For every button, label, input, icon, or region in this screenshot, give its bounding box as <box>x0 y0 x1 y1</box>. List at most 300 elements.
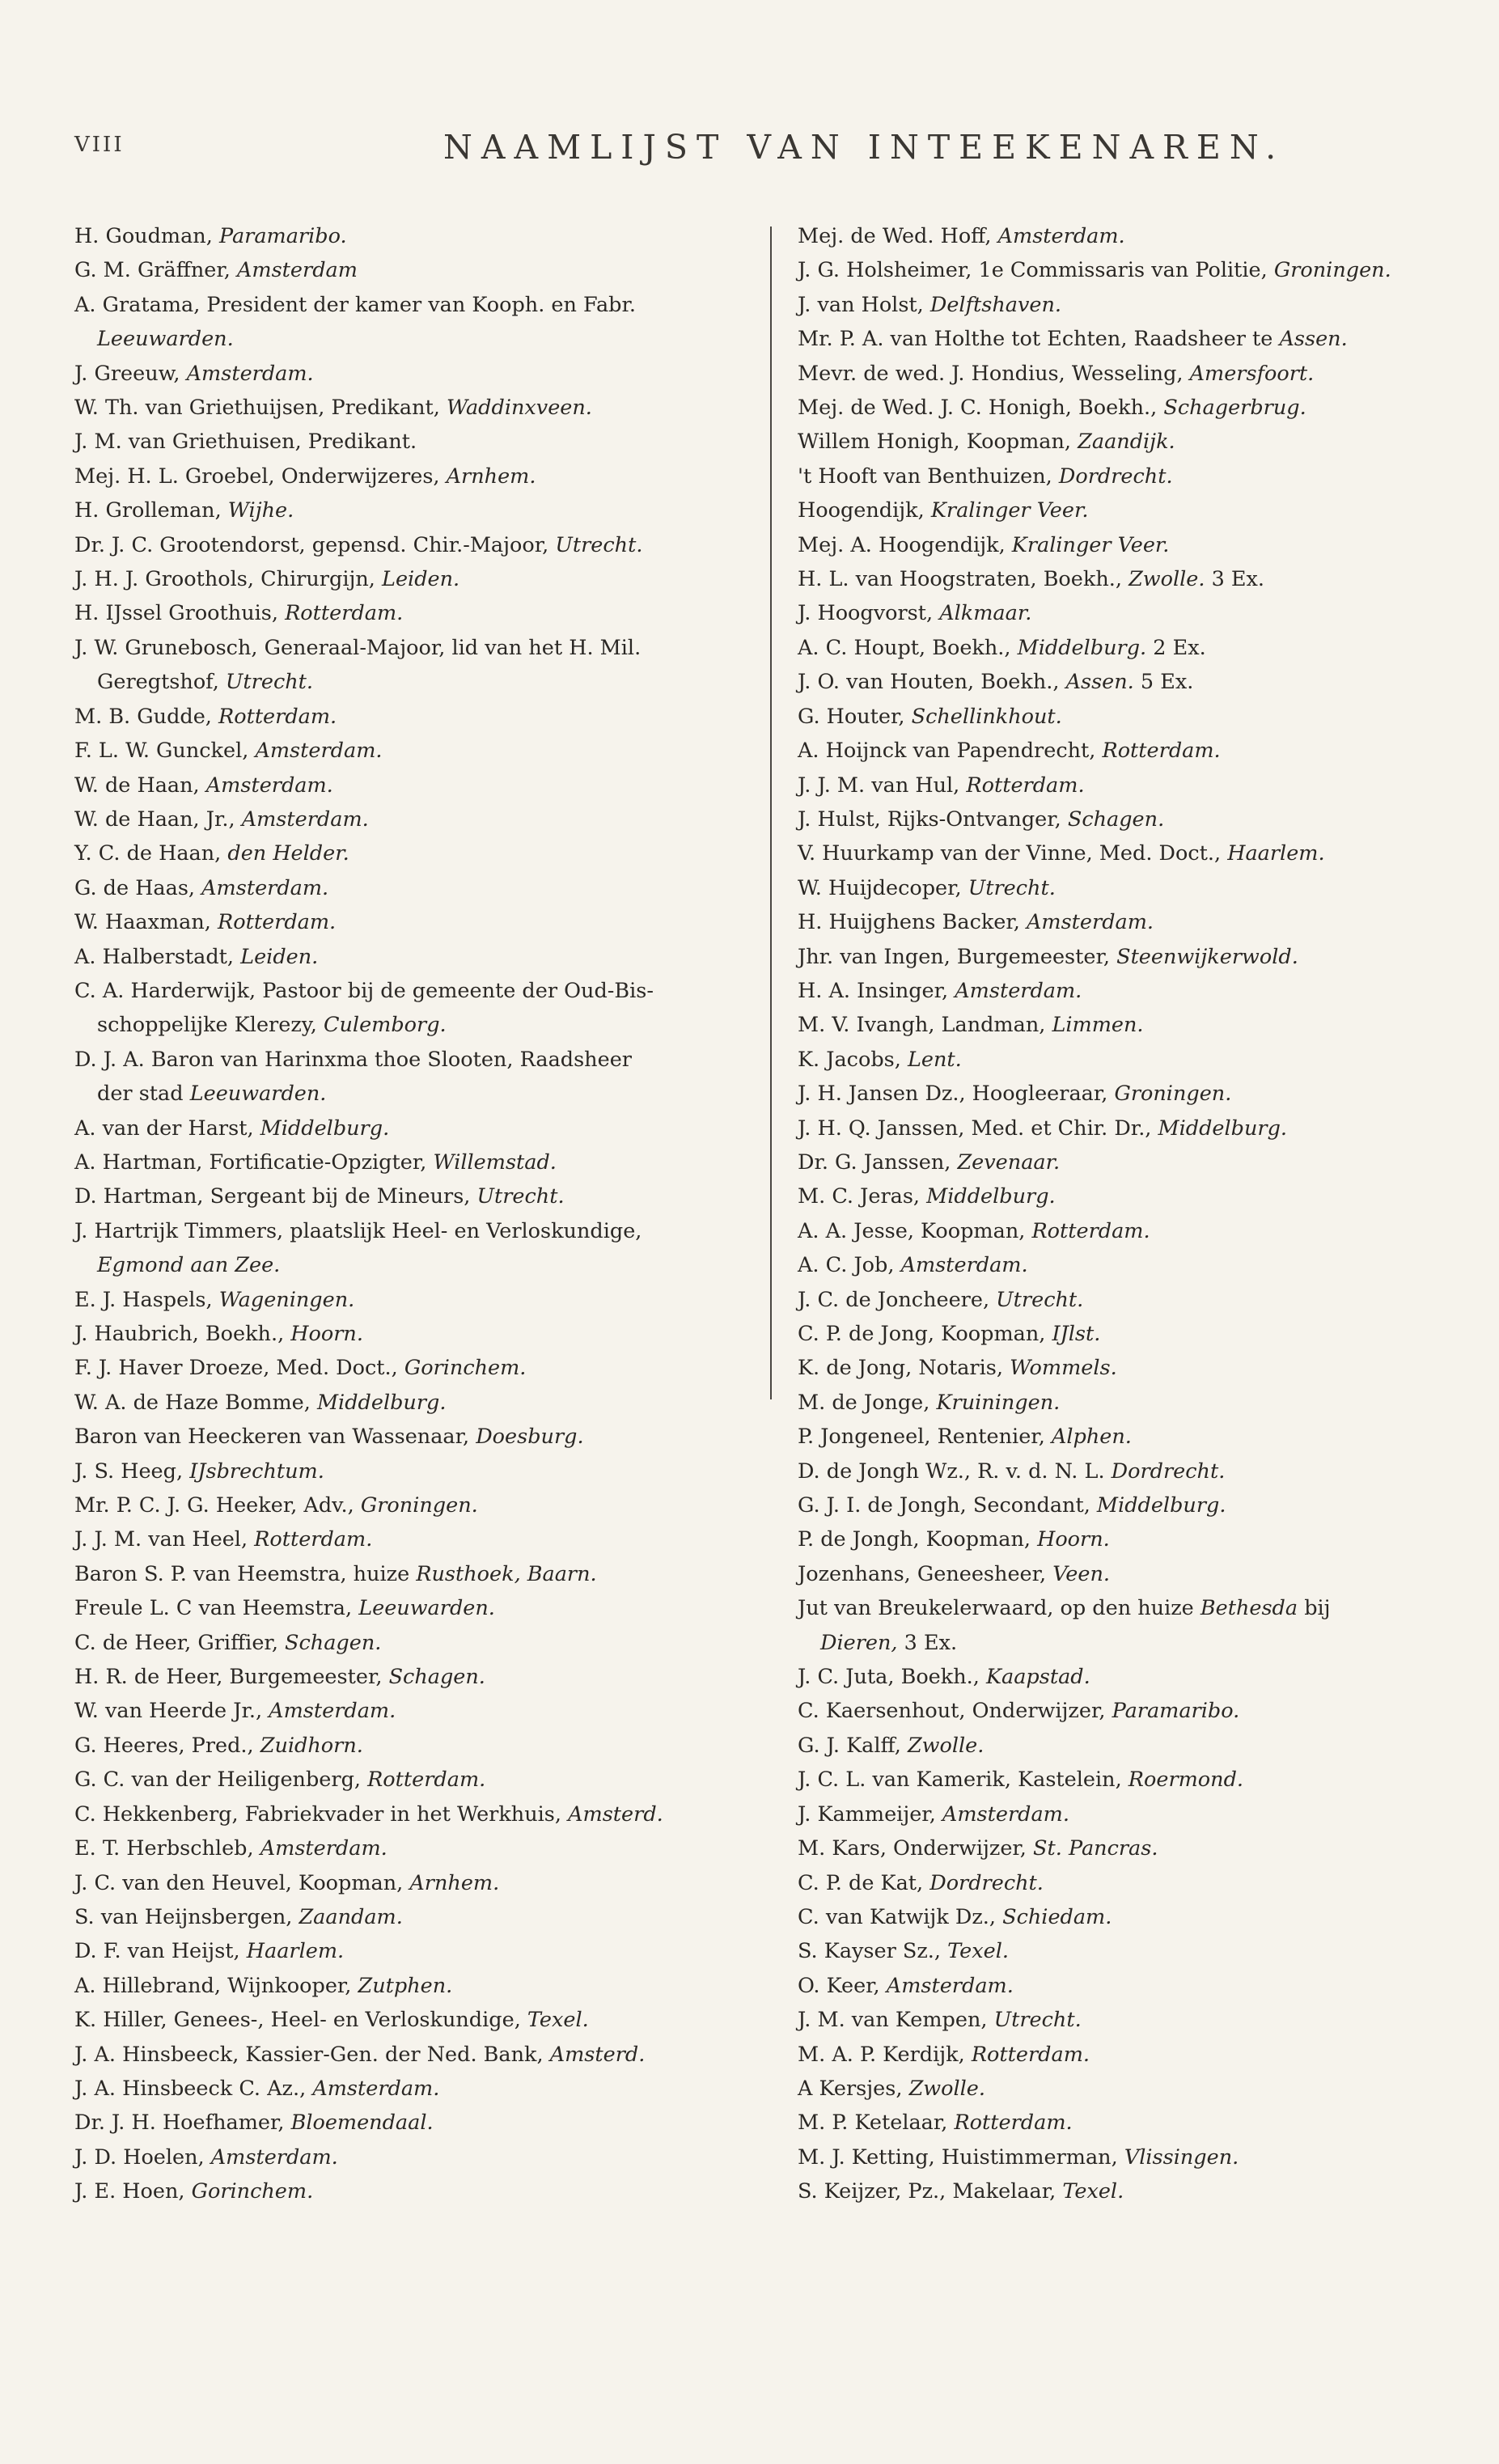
entry-text: Mevr. de wed. J. Hondius, Wesseling, <box>798 361 1190 386</box>
entry-place: Zevenaar. <box>957 1149 1061 1175</box>
subscriber-entry <box>798 871 1477 905</box>
subscriber-entry <box>798 562 1477 596</box>
entry-copies: 3 Ex. <box>897 1630 958 1655</box>
entry-place: Wijhe. <box>227 498 294 523</box>
subscriber-entry <box>798 1866 1477 1900</box>
subscriber-entry <box>798 1694 1477 1728</box>
entry-text: Dr. J. C. Grootendorst, gepensd. Chir.-Majoor, <box>74 532 556 557</box>
subscriber-entry <box>798 1797 1477 1831</box>
entry-text: H. IJssel Groothuis, <box>74 601 286 626</box>
entry-text: M. A. P. Kerdijk, <box>798 2042 972 2067</box>
entry-text: W. de Haan, Jr., <box>74 807 242 832</box>
subscriber-entry <box>74 1214 754 1248</box>
entry-text: W. A. de Haze Bomme, <box>74 1390 317 1415</box>
entry-text: W. Huijdecoper, <box>798 875 968 900</box>
entry-place: Zwolle. <box>907 1733 985 1758</box>
subscriber-entry <box>798 2140 1477 2174</box>
subscriber-entry <box>74 802 754 836</box>
entry-place: Amsterdam. <box>241 807 369 832</box>
entry-text: Jut van Breukelerwaard, op den huize <box>798 1596 1200 1621</box>
entry-place: IJlst. <box>1052 1322 1101 1346</box>
subscriber-entry-continuation <box>74 665 754 699</box>
entry-text: S. Kayser Sz., <box>798 1939 948 1964</box>
subscriber-entry <box>74 768 754 802</box>
entry-place: Wageningen. <box>218 1287 355 1312</box>
entry-place: Utrecht. <box>996 1287 1084 1312</box>
entry-text: A Kersjes, <box>798 2076 909 2101</box>
entry-place: Rotterdam. <box>954 2110 1073 2136</box>
entry-text: J. Hartrijk Timmers, plaatslijk Heel- en Verloskundige, <box>74 1218 642 1243</box>
subscriber-entry-continuation <box>798 1626 1477 1660</box>
subscriber-entry <box>798 1283 1477 1317</box>
subscriber-entry <box>798 1557 1477 1591</box>
subscriber-entry <box>74 391 754 425</box>
subscriber-entry <box>798 631 1477 665</box>
subscriber-entry <box>74 1660 754 1694</box>
subscriber-entry <box>74 1179 754 1213</box>
subscriber-entry-continuation <box>74 1008 754 1042</box>
entry-text: C. de Heer, Griffier, <box>74 1630 286 1655</box>
entry-place: Amsterdam. <box>900 1253 1028 1278</box>
entry-place: Paramaribo. <box>218 224 347 248</box>
entry-place: Alkmaar. <box>939 601 1032 626</box>
subscriber-entry <box>74 562 754 596</box>
entry-copies: 5 Ex. <box>1133 670 1194 695</box>
subscriber-entry <box>798 1763 1477 1797</box>
entry-place: Egmond aan Zee. <box>97 1253 281 1278</box>
entry-place: Zwolle. <box>908 2076 985 2101</box>
entry-text: G. de Haas, <box>74 875 202 900</box>
entry-place: Lent. <box>907 1047 962 1072</box>
entry-text: M. P. Ketelaar, <box>798 2110 955 2136</box>
entry-place: Veen. <box>1052 1561 1111 1586</box>
subscriber-entry <box>74 700 754 734</box>
subscriber-entry <box>798 1043 1477 1077</box>
entry-place: Rotterdam. <box>285 601 404 626</box>
entry-place: Roermond. <box>1128 1768 1244 1793</box>
entry-text: Mej. A. Hoogendijk, <box>798 532 1012 557</box>
entry-place: Kaapstad. <box>985 1665 1090 1690</box>
entry-text: M. C. Jeras, <box>798 1184 927 1209</box>
entry-text: Dr. G. Janssen, <box>798 1149 958 1175</box>
column-divider <box>770 227 772 1399</box>
entry-place: Amsterdam. <box>186 361 314 386</box>
entry-place: Zuidhorn. <box>260 1733 363 1758</box>
subscriber-entry <box>798 219 1477 253</box>
entry-place: Middelburg. <box>316 1390 447 1415</box>
entry-text: J. C. L. van Kamerik, Kastelein, <box>798 1768 1128 1793</box>
entry-text: Mej. H. L. Groebel, Onderwijzeres, <box>74 464 447 489</box>
entry-text: G. Houter, <box>798 704 912 729</box>
entry-place: Utrecht. <box>225 670 313 695</box>
subscriber-entry <box>798 940 1477 974</box>
subscriber-entry <box>798 700 1477 734</box>
entry-text: C. P. de Kat, <box>798 1870 930 1895</box>
entry-place: Dordrecht. <box>929 1870 1044 1895</box>
entry-text: W. de Haan, <box>74 773 206 798</box>
entry-place: Schellinkhout. <box>911 704 1062 729</box>
entry-place: Middelburg. <box>260 1116 390 1141</box>
subscriber-entry <box>798 1386 1477 1420</box>
entry-text: J. W. Grunebosch, Generaal-Majoor, lid van het H. Mil. <box>74 635 642 660</box>
entry-text: O. Keer, <box>798 1973 887 1998</box>
subscriber-entry <box>74 1969 754 2003</box>
entry-place: Amsterdam <box>237 258 358 283</box>
entry-text: K. Hiller, Genees-, Heel- en Verloskundige, <box>74 2008 527 2033</box>
entry-text: A. Hartman, Fortificatie-Opzigter, <box>74 1149 434 1175</box>
entry-place: Gorinchem. <box>404 1356 527 1381</box>
page-header <box>0 128 1499 176</box>
entry-place: Amsterdam. <box>255 739 383 764</box>
subscriber-entry <box>798 836 1477 870</box>
entry-place: Rotterdam. <box>1031 1218 1150 1243</box>
entry-place: Utrecht. <box>968 875 1056 900</box>
entry-text: A. C. Job, <box>798 1253 901 1278</box>
entry-place: Rotterdam. <box>218 910 337 935</box>
entry-text: C. Kaersenhout, Onderwijzer, <box>798 1699 1112 1724</box>
entry-place: Hoorn. <box>290 1322 363 1346</box>
subscriber-entry <box>74 528 754 562</box>
entry-text: J. J. M. van Heel, <box>74 1527 255 1552</box>
entry-text: C. P. de Jong, Koopman, <box>798 1322 1052 1346</box>
entry-text: E. J. Haspels, <box>74 1287 219 1312</box>
entry-place: Groningen. <box>1114 1082 1232 1107</box>
entry-text: W. van Heerde Jr., <box>74 1699 269 1724</box>
entry-place: Haarlem. <box>1227 841 1325 866</box>
entry-text: Hoogendijk, <box>798 498 931 523</box>
entry-place: Rusthoek, Baarn. <box>416 1561 597 1586</box>
subscriber-entry <box>798 1522 1477 1556</box>
entry-text: W. Th. van Griethuijsen, Predikant, <box>74 396 447 421</box>
subscriber-entry <box>74 974 754 1008</box>
entry-place: Zaandijk. <box>1078 430 1175 455</box>
entry-text: Jhr. van Ingen, Burgemeester, <box>798 944 1117 969</box>
entry-text: J. C. van den Heuvel, Koopman, <box>74 1870 410 1895</box>
entry-place: Zutphen. <box>358 1973 453 1998</box>
subscriber-entry <box>798 391 1477 425</box>
entry-text: H. Grolleman, <box>74 498 228 523</box>
entry-text: J. van Holst, <box>798 292 930 317</box>
entry-text: J. H. Q. Janssen, Med. et Chir. Dr., <box>798 1116 1158 1141</box>
entry-text: G. J. Kalff, <box>798 1733 908 1758</box>
entry-text: G. Heeres, Pred., <box>74 1733 260 1758</box>
entry-text: H. R. de Heer, Burgemeester, <box>74 1665 389 1690</box>
entry-place: Utrecht. <box>993 2008 1082 2033</box>
entry-place: Kralinger Veer. <box>1011 532 1170 557</box>
entry-text: Geregtshof, <box>97 670 226 695</box>
subscriber-entry <box>74 1934 754 1968</box>
entry-text: D. F. van Heijst, <box>74 1939 247 1964</box>
subscriber-entry <box>74 871 754 905</box>
entry-text: P. de Jongh, Koopman, <box>798 1527 1038 1552</box>
subscriber-entry-continuation <box>74 1077 754 1111</box>
subscriber-entry <box>74 253 754 287</box>
subscriber-entry <box>798 596 1477 630</box>
entry-place: Vlissingen. <box>1124 2144 1239 2170</box>
subscriber-entry <box>798 2106 1477 2140</box>
entry-text: M. de Jonge, <box>798 1390 937 1415</box>
entry-text: F. J. Haver Droeze, Med. Doct., <box>74 1356 404 1381</box>
page-number: VIII <box>74 133 125 157</box>
entry-place: Arnhem. <box>446 464 536 489</box>
entry-place: Doesburg. <box>476 1425 584 1450</box>
entry-text: Mej. de Wed. J. C. Honigh, Boekh., <box>798 396 1164 421</box>
entry-place: Amsterdam. <box>260 1836 387 1861</box>
subscriber-entry <box>74 905 754 939</box>
entry-text: J. G. Holsheimer, 1e Commissaris van Politie, <box>798 258 1274 283</box>
entry-text: A. Hillebrand, Wijnkooper, <box>74 1973 358 1998</box>
entry-text: J. A. Hinsbeeck, Kassier-Gen. der Ned. Bank, <box>74 2042 550 2067</box>
entry-text: J. M. van Kempen, <box>798 2008 994 2033</box>
entry-place: Amsterdam. <box>210 2144 338 2170</box>
entry-place: Dieren, <box>820 1630 898 1655</box>
subscriber-entry <box>798 1214 1477 1248</box>
entry-text: G. M. Gräffner, <box>74 258 237 283</box>
subscriber-entry <box>74 1900 754 1934</box>
entry-place: Paramaribo. <box>1112 1699 1240 1724</box>
entry-text: J. E. Hoen, <box>74 2179 192 2204</box>
subscriber-entry <box>798 905 1477 939</box>
entry-place: Middelburg. <box>1096 1493 1226 1518</box>
entry-place: Middelburg. <box>1158 1116 1288 1141</box>
entry-text: D. J. A. Baron van Harinxma thoe Slooten, Raadsheer <box>74 1047 632 1072</box>
entry-text: Baron S. P. van Heemstra, huize <box>74 1561 417 1586</box>
entry-text: E. T. Herbschleb, <box>74 1836 260 1861</box>
subscriber-entry <box>798 2174 1477 2208</box>
entry-place: Middelburg. <box>926 1184 1056 1209</box>
entry-place: Texel. <box>527 2008 589 2033</box>
entry-place: Texel. <box>1062 2179 1124 2204</box>
entry-place: Culemborg. <box>324 1013 447 1038</box>
subscriber-entry <box>798 253 1477 287</box>
entry-place: Rotterdam. <box>971 2042 1090 2067</box>
entry-place: Schagen. <box>1067 807 1165 832</box>
entry-place: Schagerbrug. <box>1163 396 1306 421</box>
entry-place: IJsbrechtum. <box>189 1459 324 1484</box>
entry-text: J. Haubrich, Boekh., <box>74 1322 291 1346</box>
entry-copies: 3 Ex. <box>1205 567 1265 592</box>
entry-copies: bij <box>1298 1596 1331 1621</box>
entry-text: J. Hoogvorst, <box>798 601 940 626</box>
entry-text: Baron van Heeckeren van Wassenaar, <box>74 1425 476 1450</box>
entry-place: Schiedam. <box>1002 1904 1112 1929</box>
entry-text: J. Kammeijer, <box>798 1801 942 1827</box>
entry-text: schoppelijke Klerezy, <box>97 1013 324 1038</box>
entry-text: J. H. J. Groothols, Chirurgijn, <box>74 567 383 592</box>
entry-place: Zaandam. <box>299 1904 403 1929</box>
entry-place: Groningen. <box>360 1493 478 1518</box>
entry-place: Amersfoort. <box>1189 361 1315 386</box>
entry-text: K. de Jong, Notaris, <box>798 1356 1010 1381</box>
subscriber-entry <box>798 1008 1477 1042</box>
subscriber-entry <box>798 459 1477 493</box>
subscriber-entry <box>74 1591 754 1625</box>
entry-place: Groningen. <box>1273 258 1391 283</box>
subscriber-entry <box>798 1591 1477 1625</box>
entry-text: Y. C. de Haan, <box>74 841 228 866</box>
entry-text: M. J. Ketting, Huistimmerman, <box>798 2144 1124 2170</box>
entry-place: Leeuwarden. <box>358 1596 495 1621</box>
entry-text: H. Huijghens Backer, <box>798 910 1027 935</box>
entry-text: A. Gratama, President der kamer van Kooph. en Fabr. <box>74 292 637 317</box>
subscriber-entry <box>74 1797 754 1831</box>
subscriber-entry <box>798 1179 1477 1213</box>
entry-text: G. C. van der Heiligenberg, <box>74 1768 368 1793</box>
subscriber-entry <box>798 1488 1477 1522</box>
subscriber-entry <box>74 1557 754 1591</box>
subscriber-entry <box>798 1900 1477 1934</box>
subscriber-entry <box>798 1077 1477 1111</box>
entry-place: Zwolle. <box>1128 567 1205 592</box>
subscriber-entry <box>74 493 754 527</box>
entry-place: Dordrecht. <box>1058 464 1173 489</box>
entry-text: H. Goudman, <box>74 224 219 248</box>
subscriber-entry <box>74 357 754 391</box>
entry-place: Leiden. <box>240 944 319 969</box>
subscriber-entry <box>74 2038 754 2072</box>
subscriber-entry <box>798 1454 1477 1488</box>
entry-place: Bethesda <box>1200 1596 1298 1621</box>
subscriber-entry <box>74 288 754 322</box>
subscriber-entry <box>74 2140 754 2174</box>
entry-place: Arnhem. <box>409 1870 500 1895</box>
entry-place: Waddinxveen. <box>446 396 592 421</box>
subscriber-entry <box>74 1043 754 1077</box>
subscriber-list-left-column <box>74 219 754 2209</box>
entry-place: Leiden. <box>382 567 460 592</box>
entry-text: A. Halberstadt, <box>74 944 241 969</box>
entry-place: Wommels. <box>1010 1356 1117 1381</box>
subscriber-entry <box>74 425 754 459</box>
subscriber-entry <box>798 1831 1477 1865</box>
entry-text: D. de Jongh Wz., R. v. d. N. L. <box>798 1459 1112 1484</box>
entry-place: Willemstad. <box>433 1149 557 1175</box>
subscriber-entry <box>74 1351 754 1385</box>
entry-text: J. S. Heeg, <box>74 1459 190 1484</box>
subscriber-entry <box>798 425 1477 459</box>
entry-text: Jozenhans, Geneesheer, <box>798 1561 1053 1586</box>
entry-place: Steenwijkerwold. <box>1116 944 1298 969</box>
entry-place: Amsterdam. <box>205 773 333 798</box>
subscriber-entry <box>74 459 754 493</box>
subscriber-entry <box>74 1420 754 1454</box>
subscriber-entry <box>74 2106 754 2140</box>
entry-text: Dr. J. H. Hoefhamer, <box>74 2110 291 2136</box>
subscriber-entry <box>74 1454 754 1488</box>
entry-text: S. van Heijnsbergen, <box>74 1904 299 1929</box>
entry-place: Assen. <box>1065 670 1134 695</box>
subscriber-entry <box>798 802 1477 836</box>
entry-text: J. A. Hinsbeeck C. Az., <box>74 2076 313 2101</box>
entry-place: Amsterd. <box>568 1801 663 1827</box>
entry-copies: 2 Ex. <box>1146 635 1206 660</box>
subscriber-list-right-column <box>798 219 1477 2209</box>
entry-text: M. V. Ivangh, Landman, <box>798 1013 1052 1038</box>
entry-text: W. Haaxman, <box>74 910 218 935</box>
entry-text: H. L. van Hoogstraten, Boekh., <box>798 567 1129 592</box>
subscriber-entry <box>74 1866 754 1900</box>
entry-place: Amsterdam. <box>201 875 329 900</box>
entry-text: C. van Katwijk Dz., <box>798 1904 1003 1929</box>
entry-place: den Helder. <box>227 841 349 866</box>
entry-place: Amsterd. <box>549 2042 646 2067</box>
subscriber-entry <box>74 1386 754 1420</box>
subscriber-entry <box>798 665 1477 699</box>
entry-place: Amsterdam. <box>312 2076 440 2101</box>
subscriber-entry <box>74 1283 754 1317</box>
subscriber-entry-continuation <box>74 322 754 356</box>
subscriber-entry <box>74 2072 754 2106</box>
entry-place: Kruiningen. <box>936 1390 1061 1415</box>
entry-text: M. Kars, Onderwijzer, <box>798 1836 1034 1861</box>
subscriber-entry <box>74 1831 754 1865</box>
subscriber-entry <box>798 2038 1477 2072</box>
entry-text: J. J. M. van Hul, <box>798 773 967 798</box>
entry-place: Amsterdam. <box>942 1801 1069 1827</box>
subscriber-entry <box>74 1729 754 1763</box>
entry-place: Rotterdam. <box>218 704 337 729</box>
entry-text: A. C. Houpt, Boekh., <box>798 635 1018 660</box>
entry-text: J. Greeuw, <box>74 361 187 386</box>
subscriber-entry <box>798 1111 1477 1145</box>
entry-text: J. D. Hoelen, <box>74 2144 211 2170</box>
entry-place: Middelburg. <box>1017 635 1147 660</box>
subscriber-entry <box>74 1626 754 1660</box>
running-title: NAAMLIJST VAN INTEEKENAREN. <box>443 128 1285 167</box>
entry-text: A. van der Harst, <box>74 1116 260 1141</box>
subscriber-entry <box>798 1420 1477 1454</box>
subscriber-entry <box>798 357 1477 391</box>
subscriber-entry <box>74 1317 754 1351</box>
entry-place: Bloemendaal. <box>290 2110 434 2136</box>
entry-place: St. Pancras. <box>1033 1836 1158 1861</box>
entry-place: Utrecht. <box>476 1184 565 1209</box>
entry-place: Delftshaven. <box>929 292 1062 317</box>
entry-text: J. O. van Houten, Boekh., <box>798 670 1066 695</box>
entry-place: Amsterdam. <box>269 1699 396 1724</box>
entry-text: H. A. Insinger, <box>798 978 955 1003</box>
entry-text: D. Hartman, Sergeant bij de Mineurs, <box>74 1184 477 1209</box>
entry-text: A. Hoijnck van Papendrecht, <box>798 739 1103 764</box>
entry-text: V. Huurkamp van der Vinne, Med. Doct., <box>798 841 1228 866</box>
entry-place: Amsterdam. <box>997 224 1125 248</box>
subscriber-entry <box>74 1111 754 1145</box>
entry-text: C. Hekkenberg, Fabriekvader in het Werkhuis, <box>74 1801 569 1827</box>
subscriber-entry <box>74 2003 754 2037</box>
subscriber-entry <box>74 1145 754 1179</box>
subscriber-entry <box>798 1969 1477 2003</box>
entry-text: Freule L. C van Heemstra, <box>74 1596 359 1621</box>
subscriber-entry <box>798 493 1477 527</box>
subscriber-entry <box>798 2072 1477 2106</box>
subscriber-entry <box>798 1145 1477 1179</box>
subscriber-entry <box>74 631 754 665</box>
subscriber-entry <box>798 1729 1477 1763</box>
entry-place: Amsterdam. <box>886 1973 1014 1998</box>
subscriber-entry <box>74 1763 754 1797</box>
subscriber-entry <box>798 1934 1477 1968</box>
subscriber-entry <box>74 734 754 768</box>
entry-place: Texel. <box>947 1939 1009 1964</box>
entry-text: A. A. Jesse, Koopman, <box>798 1218 1032 1243</box>
entry-place: Alphen. <box>1051 1425 1132 1450</box>
subscriber-entry <box>798 734 1477 768</box>
entry-text: J. C. de Joncheere, <box>798 1287 997 1312</box>
entry-text: J. Hulst, Rijks-Ontvanger, <box>798 807 1068 832</box>
entry-place: Haarlem. <box>246 1939 345 1964</box>
entry-text: 't Hooft van Benthuizen, <box>798 464 1059 489</box>
entry-text: Mej. de Wed. Hoff, <box>798 224 998 248</box>
